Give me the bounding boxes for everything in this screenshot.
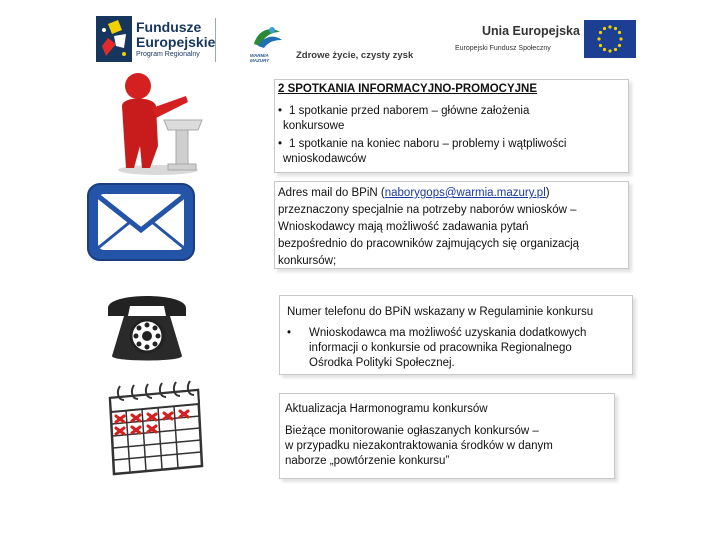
ue-logo-subtitle: Europejski Fundusz Społeczny xyxy=(455,45,551,52)
email-suffix: ) xyxy=(545,187,550,199)
eu-flag-icon xyxy=(584,20,636,58)
schedule-line-1: Bieżące monitorowanie ogłaszanych konkursów – xyxy=(285,425,539,437)
telephone-icon xyxy=(102,286,192,366)
meetings-item-2-line1: 1 spotkanie na koniec naboru – problemy i wątpliwości xyxy=(289,138,567,150)
bullet: • xyxy=(278,105,283,117)
meetings-item-1-line1: 1 spotkanie przed naborem – główne założenia xyxy=(289,105,530,117)
phone-title: Numer telefonu do BPiN wskazany w Regulaminie konkursu xyxy=(287,306,594,318)
fe-logo-subtitle: Program Regionalny xyxy=(136,51,200,59)
email-prefix: Adres mail do BPiN ( xyxy=(278,187,385,199)
schedule-line-3: naborze „powtórzenie konkursu” xyxy=(285,455,450,467)
phone-line-3: Ośrodka Polityki Społecznej. xyxy=(309,357,455,369)
email-line-4: bezpośrednio do pracowników zajmujących się organizacją xyxy=(278,238,580,250)
phone-line-1: Wnioskodawca ma możliwość uzyskania dodatkowych xyxy=(309,327,587,339)
schedule-line-2: w przypadku niezakontraktowania środków w danym xyxy=(285,440,553,452)
email-line-1 xyxy=(278,186,550,201)
meetings-item-1-line2: konkursowe xyxy=(283,120,345,132)
phone-line-2: informacji o konkursie od pracownika Regionalnego xyxy=(309,342,572,354)
bullet: • xyxy=(287,327,292,339)
calendar-icon xyxy=(90,380,210,480)
email-line-2: przeznaczony specjalnie na potrzeby naborów wniosków – xyxy=(278,204,577,216)
fe-logo-text xyxy=(136,20,215,59)
email-line-5: konkursów; xyxy=(278,255,337,267)
fe-star-icon xyxy=(96,16,132,62)
email-line-3: Wnioskodawcy mają możliwość zadawania pytań xyxy=(278,221,529,233)
warmia-mazury-emblem-icon xyxy=(250,24,284,52)
warmia-mazury-slogan: Zdrowe życie, czysty zysk xyxy=(296,50,414,61)
fe-logo-divider xyxy=(215,18,216,62)
meetings-item-2-line2: wnioskodawców xyxy=(283,153,367,165)
fe-logo-line2: Europejskie xyxy=(136,33,216,50)
ue-logo-title: Unia Europejska xyxy=(482,24,580,38)
schedule-title: Aktualizacja Harmonogramu konkursów xyxy=(285,403,488,415)
fe-logo-line1: Fundusze xyxy=(136,19,202,35)
envelope-icon xyxy=(86,182,196,262)
warmia-mazury-caption: WARMIA MAZURY xyxy=(250,53,270,63)
email-link[interactable]: naborygops@warmia.mazury.pl xyxy=(384,187,546,199)
meetings-item-2 xyxy=(278,137,566,152)
speaker-podium-icon xyxy=(108,66,208,176)
meetings-title: 2 SPOTKANIA INFORMACYJNO-PROMOCYJNE xyxy=(278,83,537,95)
bullet: • xyxy=(278,138,283,150)
meetings-item-1 xyxy=(278,104,529,119)
